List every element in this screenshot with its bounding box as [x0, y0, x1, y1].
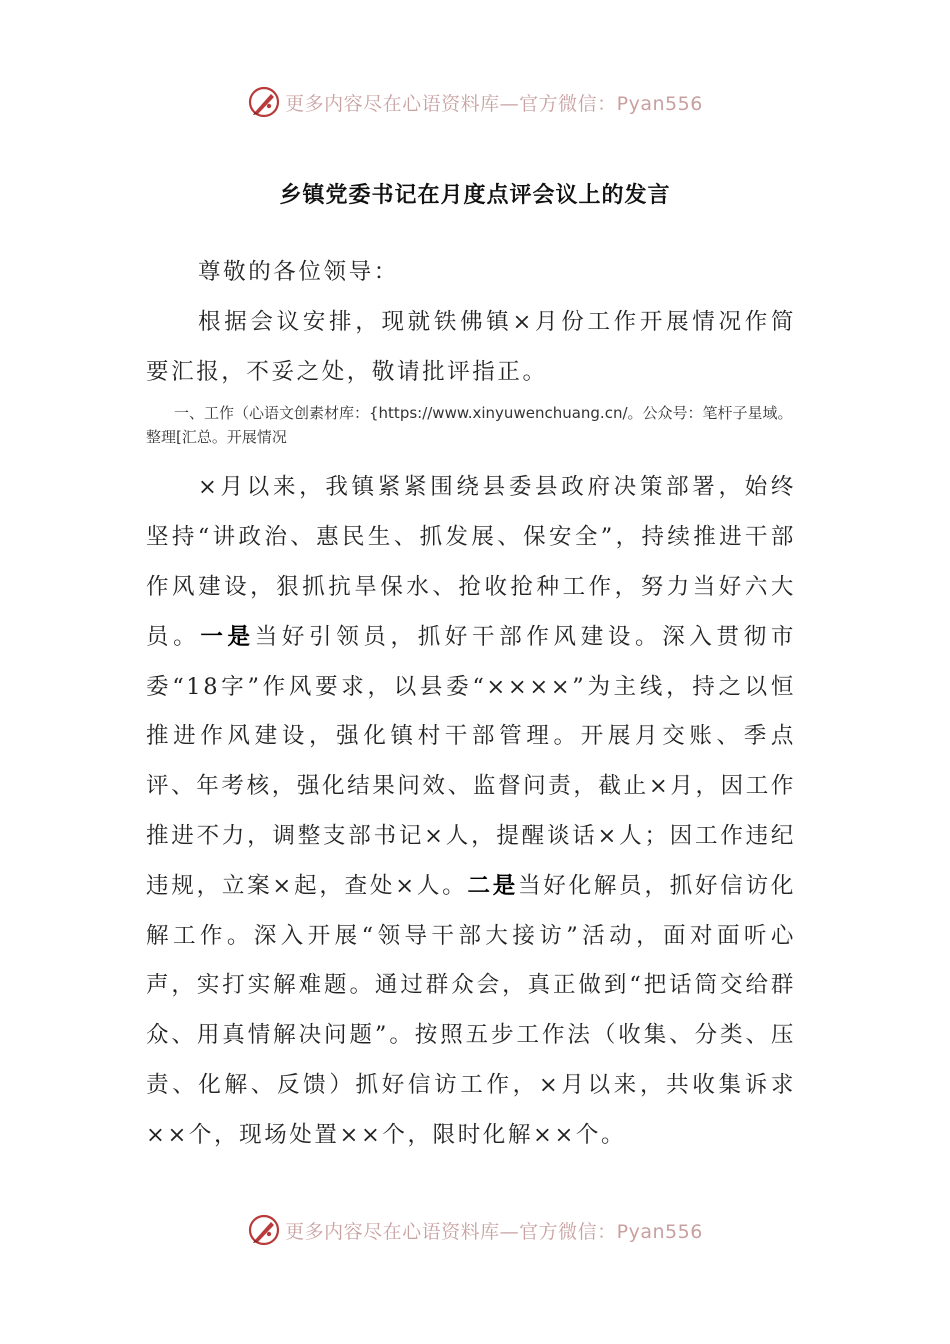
work-paragraph-part2: 当好引领员，抓好干部作风建设。深入贯彻市委“18字”作风要求，以县委“××××”为主线，持之以恒推进作风建设，强化镇村干部管理。开展月交账、季点评、年考核，强化结果问效、监督问责，截止×月，因工作推进不力，调整支部书记×人，提醒谈话×人；因工作违纪违规，立案×起，查处×人。	[146, 623, 796, 899]
section-heading-text: 一、工作（心语文创素材库：{https://www.xinyuwenchuang.cn/。公众号：笔杆子星域。整理[汇总。开展情况	[146, 404, 793, 447]
work-paragraph	[146, 463, 796, 1160]
document-body	[146, 248, 796, 1161]
pen-logo-icon	[247, 1213, 281, 1247]
banner-text	[285, 89, 703, 116]
banner-text	[285, 1217, 703, 1244]
salutation: 尊敬的各位领导：	[198, 259, 399, 285]
intro-paragraph: 根据会议安排，现就铁佛镇×月份工作开展情况作简要汇报，不妥之处，敬请批评指正。	[146, 308, 796, 385]
banner-wechat-id: Pyan556	[616, 92, 703, 115]
work-paragraph-part1: ×月以来，我镇紧紧围绕县委县政府决策部署，始终坚持“讲政治、惠民生、抓发展、保安全”，持续推进干部作风建设，狠抓抗旱保水、抢收抢种工作，努力当好六大员。	[146, 474, 796, 650]
banner-label: 更多内容尽在心语资料库—官方微信：	[285, 92, 617, 115]
section-heading	[146, 397, 796, 463]
pen-logo-icon	[247, 85, 281, 119]
banner-label: 更多内容尽在心语资料库—官方微信：	[285, 1220, 617, 1243]
work-paragraph-part3: 当好化解员，抓好信访化解工作。深入开展“领导干部大接访”活动，面对面听心声，实打实解难题。通过群众会，真正做到“把话筒交给群众、用真情解决问题”。按照五步工作法（收集、分类、压责、化解、反馈）抓好信访工作，×月以来，共收集诉求××个，现场处置××个，限时化解××个。	[146, 872, 796, 1148]
point-one-marker: 一是	[200, 623, 255, 650]
document-title: 乡镇党委书记在月度点评会议上的发言	[279, 182, 671, 208]
banner-wechat-id: Pyan556	[616, 1220, 703, 1243]
header-banner	[0, 80, 950, 124]
point-two-marker: 二是	[467, 872, 519, 899]
footer-banner	[0, 1208, 950, 1252]
